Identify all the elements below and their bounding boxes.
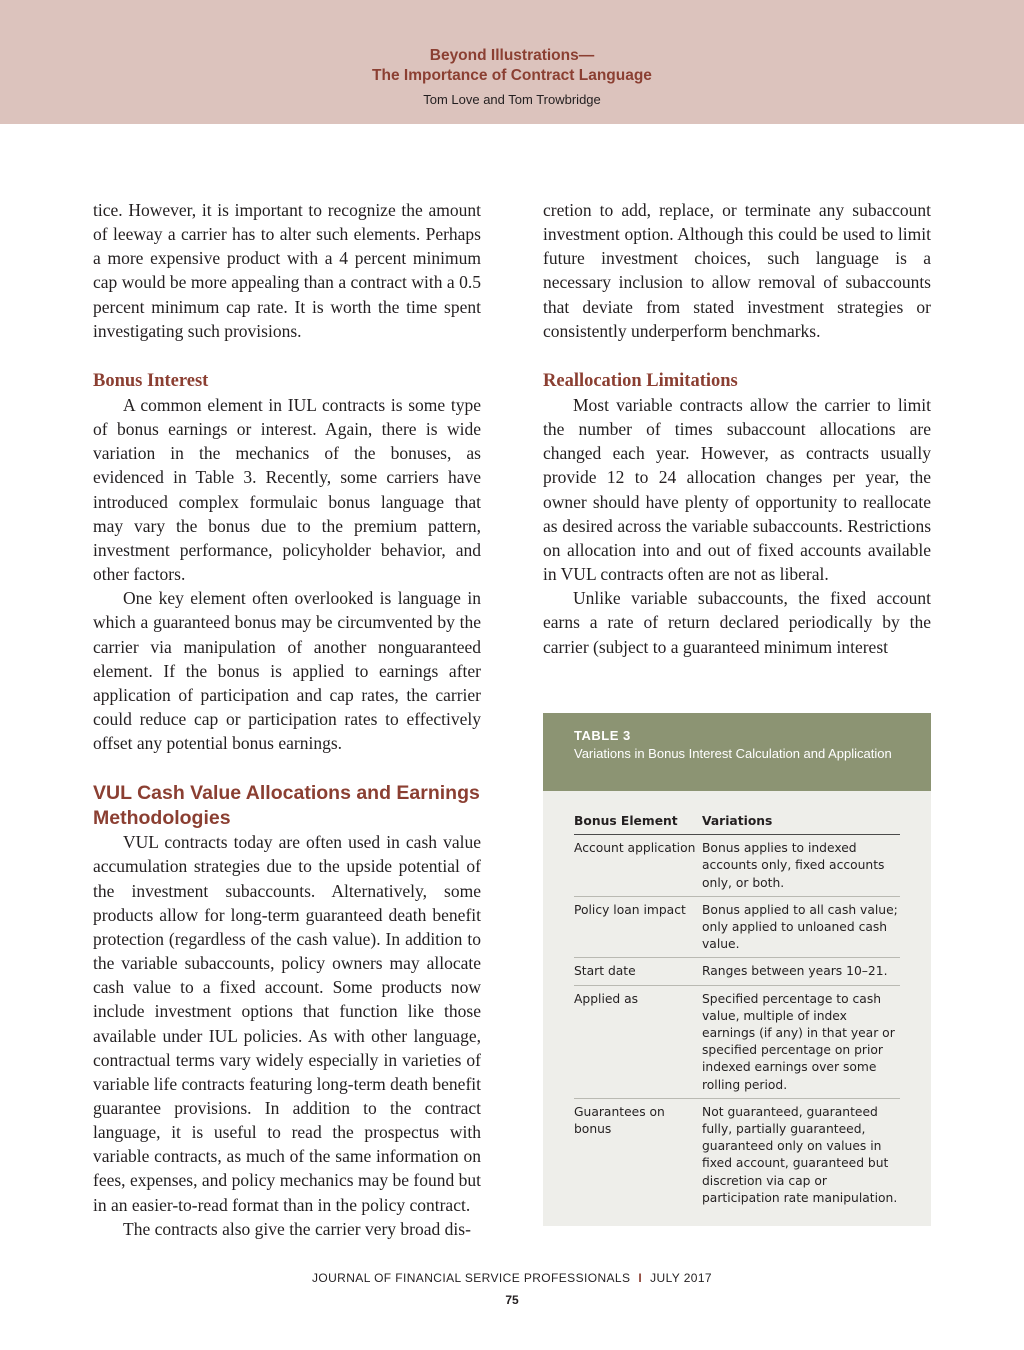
table-cell: Applied as [574,985,702,1098]
right-column [543,198,931,659]
table-label: TABLE 3 [574,728,631,743]
table-cell: Policy loan impact [574,896,702,958]
section-heading-vul: VUL Cash Value Allocations and Earnings Methodologies [93,782,480,829]
article-authors: Tom Love and Tom Trowbridge [423,92,601,107]
header-band [0,0,1024,124]
article-title-line1: Beyond Illustrations— [429,47,595,64]
table-caption: Variations in Bonus Interest Calculation and Application [574,746,892,761]
table-row [574,958,900,985]
running-footer [0,1271,1024,1285]
paragraph: Most variable contracts allow the carrier to limit the number of times subaccount allocations are changed each year. However, as contracts usually provide 12 to 24 allocation changes per year, the owner should have plenty of opportunity to reallocate as desired across the variable subaccounts. Restrictions on allocation into and out of fixed accounts available in VUL contracts often are not as liberal. [543,394,931,585]
section-heading-reallocation: Reallocation Limitations [543,370,738,391]
bonus-variations-table [574,813,900,1211]
table-cell: Bonus applied to all cash value; only applied to unloaned cash value. [702,896,900,958]
table-3 [543,713,931,1226]
table-row [574,985,900,1098]
table-cell: Account application [574,835,702,897]
table-cell: Specified percentage to cash value, multiple of index earnings (if any) in that year or specified percentage on prior indexed earnings over some rolling period. [702,985,900,1098]
footer-separator: I [638,1271,643,1285]
table-cell: Bonus applies to indexed accounts only, fixed accounts only, or both. [702,835,900,897]
page-number: 75 [505,1293,519,1307]
paragraph: cretion to add, replace, or terminate any subaccount investment option. Although this could be used to limit future investment choices, such language is a necessary inclusion to allow removal of subaccounts that deviate from stated investment strategies or consistently underperform benchmarks. [543,200,931,341]
issue-date: JULY 2017 [650,1271,713,1285]
table-cell: Start date [574,958,702,985]
paragraph: VUL contracts today are often used in cash value accumulation strategies due to the upside potential of the investment subaccounts. Alternatively, some products allow for long-term guaranteed death benefit protection (regardless of the cash value). In addition to the variable subaccounts, policy owners may allocate cash value to a fixed account. Some products now include investment options that function like those available under IUL policies. As with other language, contractual terms vary widely especially in varieties of variable life contracts featuring long-term death benefit guarantee provisions. In addition to the contract language, it is useful to read the prospectus with variable contracts, as much of the same information on fees, expenses, and policy mechanics may be found but in an easier-to-read format than in the policy contract. [93,832,481,1215]
table-cell: Ranges between years 10–21. [702,958,900,985]
table-row [574,896,900,958]
table-header-band [543,713,931,791]
table-cell: Guarantees on bonus [574,1104,665,1137]
journal-name: JOURNAL OF FINANCIAL SERVICE PROFESSIONALS [311,1271,631,1285]
table-row [574,835,900,897]
paragraph: One key element often overlooked is language in which a guaranteed bonus may be circumvented by the carrier via manipulation of another nonguaranteed element. If the bonus is applied to earnings after application of participation and cap rates, the carrier could reduce cap or participation rates to effectively offset any potential bonus earnings. [93,588,481,754]
left-column [93,198,481,1241]
paragraph: tice. However, it is important to recognize the amount of leeway a carrier has to alter such elements. Perhaps a more expensive product with a 4 percent minimum cap would be more appealing than a contract with a 0.5 percent minimum cap rate. It is worth the time spent investigating such provisions. [93,200,481,341]
article-title-line2: The Importance of Contract Language [372,67,652,84]
column-header: Variations [702,813,900,835]
paragraph: Unlike variable subaccounts, the fixed account earns a rate of return declared periodically by the carrier (subject to a guaranteed minimum interest [543,588,931,657]
column-header: Bonus Element [574,813,702,835]
paragraph: A common element in IUL contracts is some type of bonus earnings or interest. Again, there is wide variation in the mechanics of the bonuses, as evidenced in Table 3. Recently, some carriers have introduced complex formulaic bonus language that may vary the bonus due to the premium pattern, investment performance, policyholder behavior, and other factors. [93,394,481,585]
section-heading-bonus-interest: Bonus Interest [93,370,209,391]
table-cell: Not guaranteed, guaranteed fully, partially guaranteed, guaranteed only on values in fixed account, guaranteed but discretion via cap or participation rate manipulation. [702,1104,898,1205]
paragraph: The contracts also give the carrier very broad dis- [123,1218,471,1239]
table-row [574,1098,900,1211]
table-header-row [574,813,900,835]
